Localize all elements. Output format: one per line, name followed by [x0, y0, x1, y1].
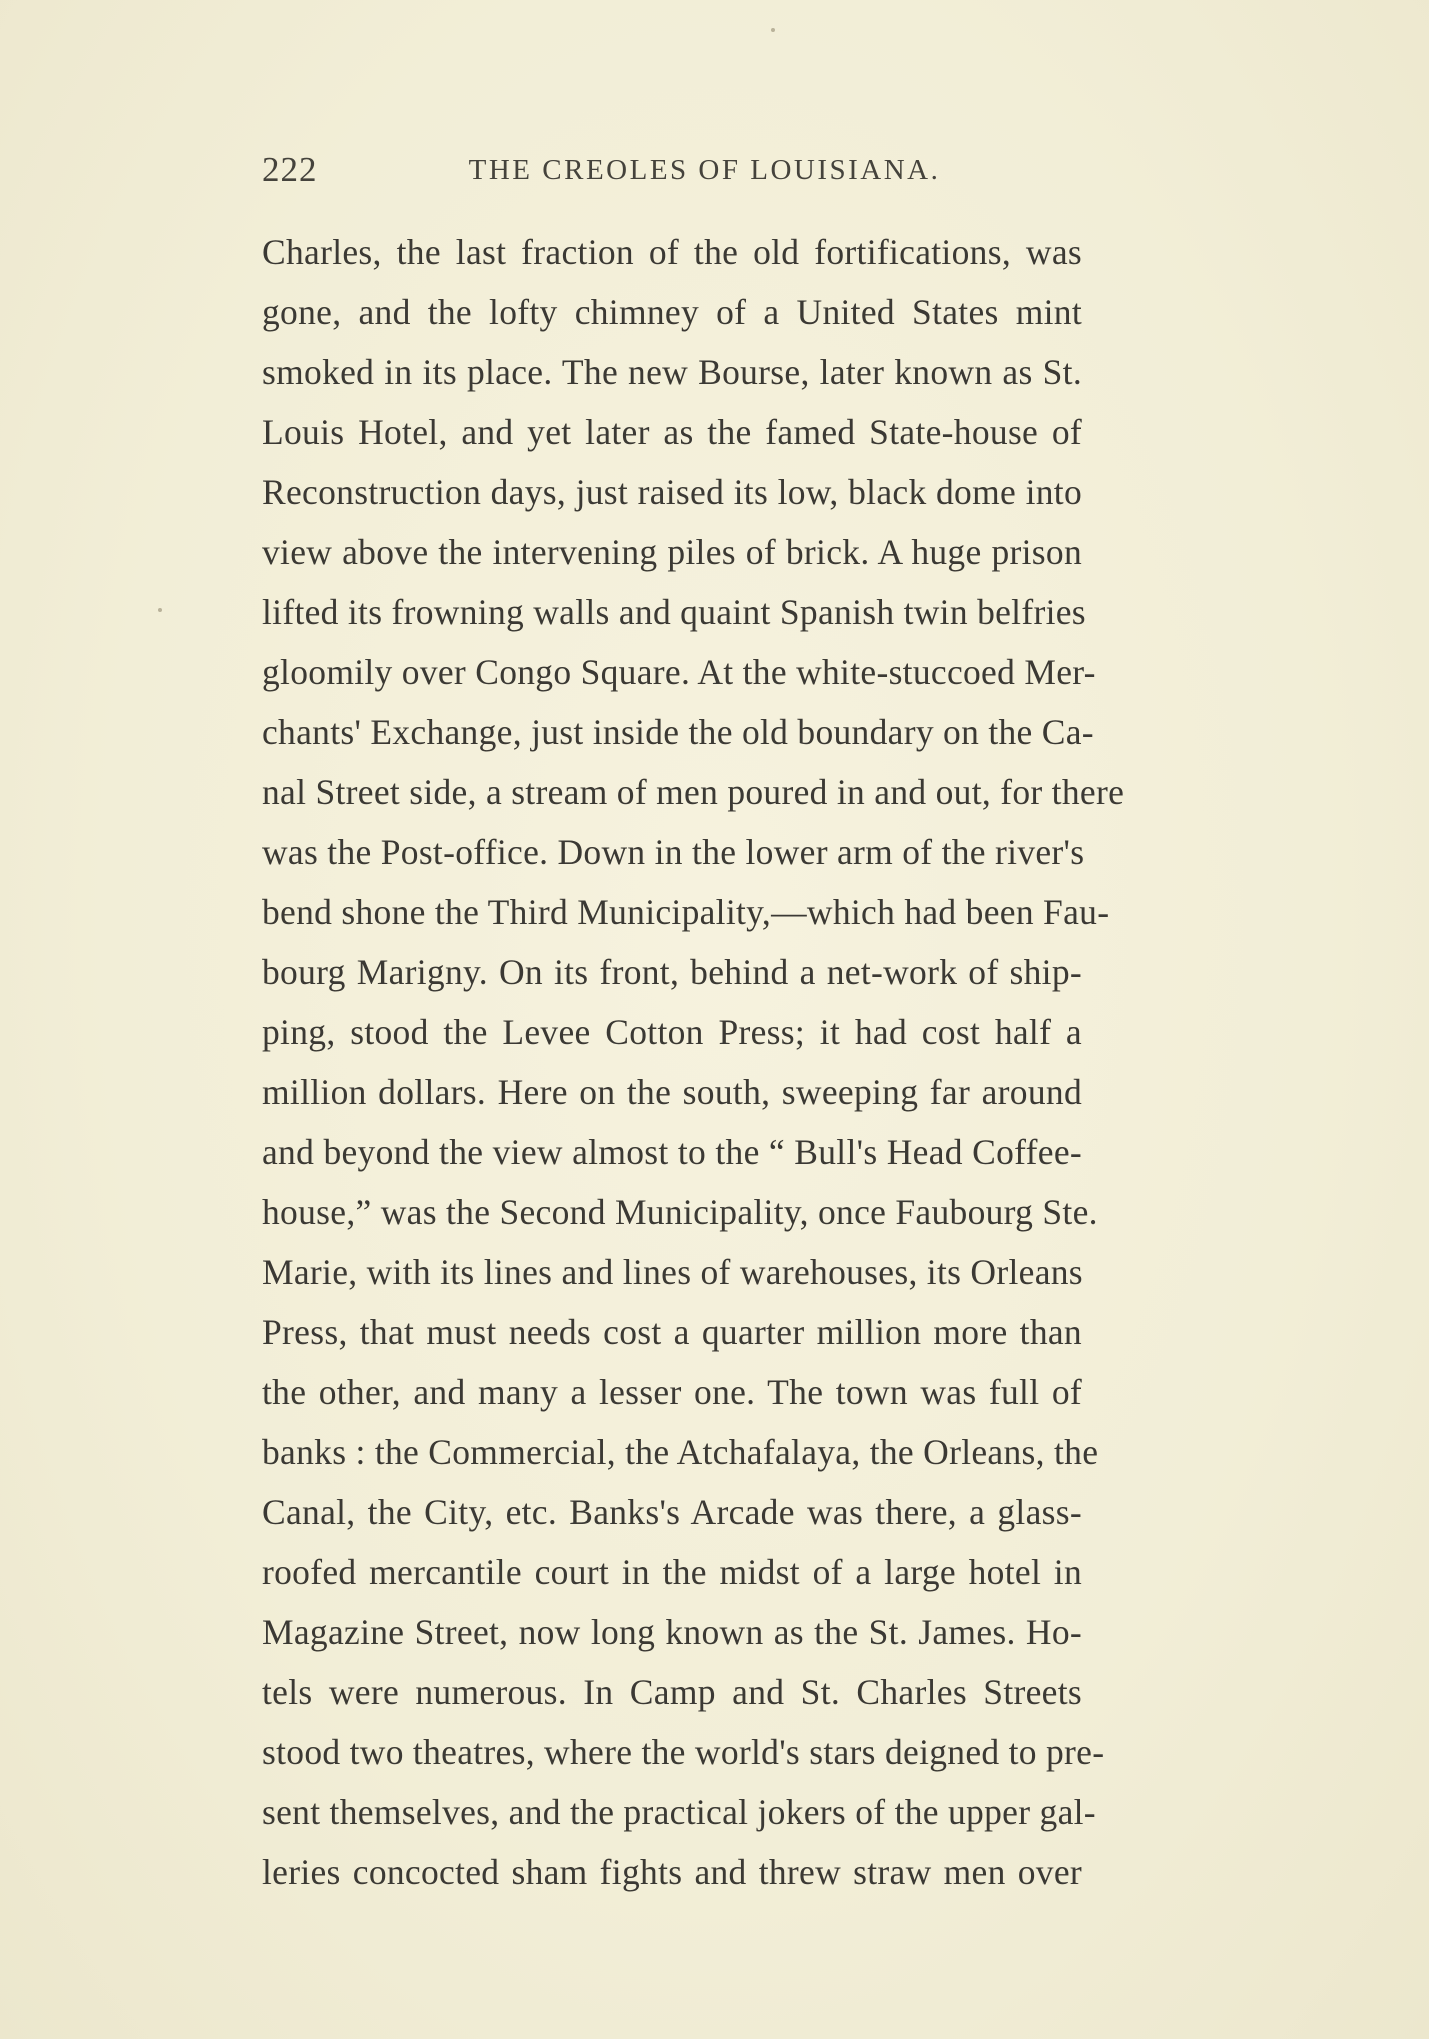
text-line: nal Street side, a stream of men poured in and out, for there	[262, 772, 1125, 812]
text-line: stood two theatres, where the world's stars deigned to pre-	[262, 1732, 1105, 1772]
body-text	[262, 222, 1125, 1902]
text-line: Reconstruction days, just raised its low, black dome into	[262, 472, 1082, 512]
text-line: banks : the Commercial, the Atchafalaya, the Orleans, the	[262, 1432, 1099, 1472]
text-line: Press, that must needs cost a quarter million more than	[262, 1312, 1082, 1352]
paper-speck	[158, 608, 162, 612]
text-line: roofed mercantile court in the midst of a large hotel in	[262, 1552, 1082, 1592]
text-line: view above the intervening piles of brick. A huge prison	[262, 532, 1082, 572]
text-line: million dollars. Here on the south, sweeping far around	[262, 1072, 1082, 1112]
text-line: Marie, with its lines and lines of warehouses, its Orleans	[262, 1252, 1083, 1292]
running-title: THE CREOLES OF LOUISIANA.	[468, 154, 941, 186]
text-line: and beyond the view almost to the “ Bull's Head Coffee-	[262, 1132, 1082, 1172]
text-line: lifted its frowning walls and quaint Spanish twin belfries	[262, 592, 1086, 632]
text-line: bourg Marigny. On its front, behind a net-work of ship-	[262, 952, 1082, 992]
page-header	[262, 150, 1087, 200]
text-line: Magazine Street, now long known as the St. James. Ho-	[262, 1612, 1082, 1652]
text-line: chants' Exchange, just inside the old boundary on the Ca-	[262, 712, 1094, 752]
text-line: leries concocted sham fights and threw straw men over	[262, 1852, 1082, 1892]
text-line: tels were numerous. In Camp and St. Charles Streets	[262, 1672, 1082, 1712]
text-line: Charles, the last fraction of the old fortifications, was	[262, 232, 1082, 272]
text-line: house,” was the Second Municipality, once Faubourg Ste.	[262, 1192, 1098, 1232]
text-line: bend shone the Third Municipality,—which had been Fau-	[262, 892, 1110, 932]
text-line: Louis Hotel, and yet later as the famed State-house of	[262, 412, 1082, 452]
paper-speck	[771, 28, 775, 32]
text-line: Canal, the City, etc. Banks's Arcade was there, a glass-	[262, 1492, 1082, 1532]
text-line: gone, and the lofty chimney of a United States mint	[262, 292, 1082, 332]
text-line: smoked in its place. The new Bourse, later known as St.	[262, 352, 1082, 392]
page-number: 222	[262, 150, 318, 189]
text-line: gloomily over Congo Square. At the white-stuccoed Mer-	[262, 652, 1096, 692]
text-line: ping, stood the Levee Cotton Press; it had cost half a	[262, 1012, 1082, 1052]
text-line: sent themselves, and the practical jokers of the upper gal-	[262, 1792, 1096, 1832]
text-line: was the Post-office. Down in the lower arm of the river's	[262, 832, 1085, 872]
text-line: the other, and many a lesser one. The town was full of	[262, 1372, 1082, 1412]
